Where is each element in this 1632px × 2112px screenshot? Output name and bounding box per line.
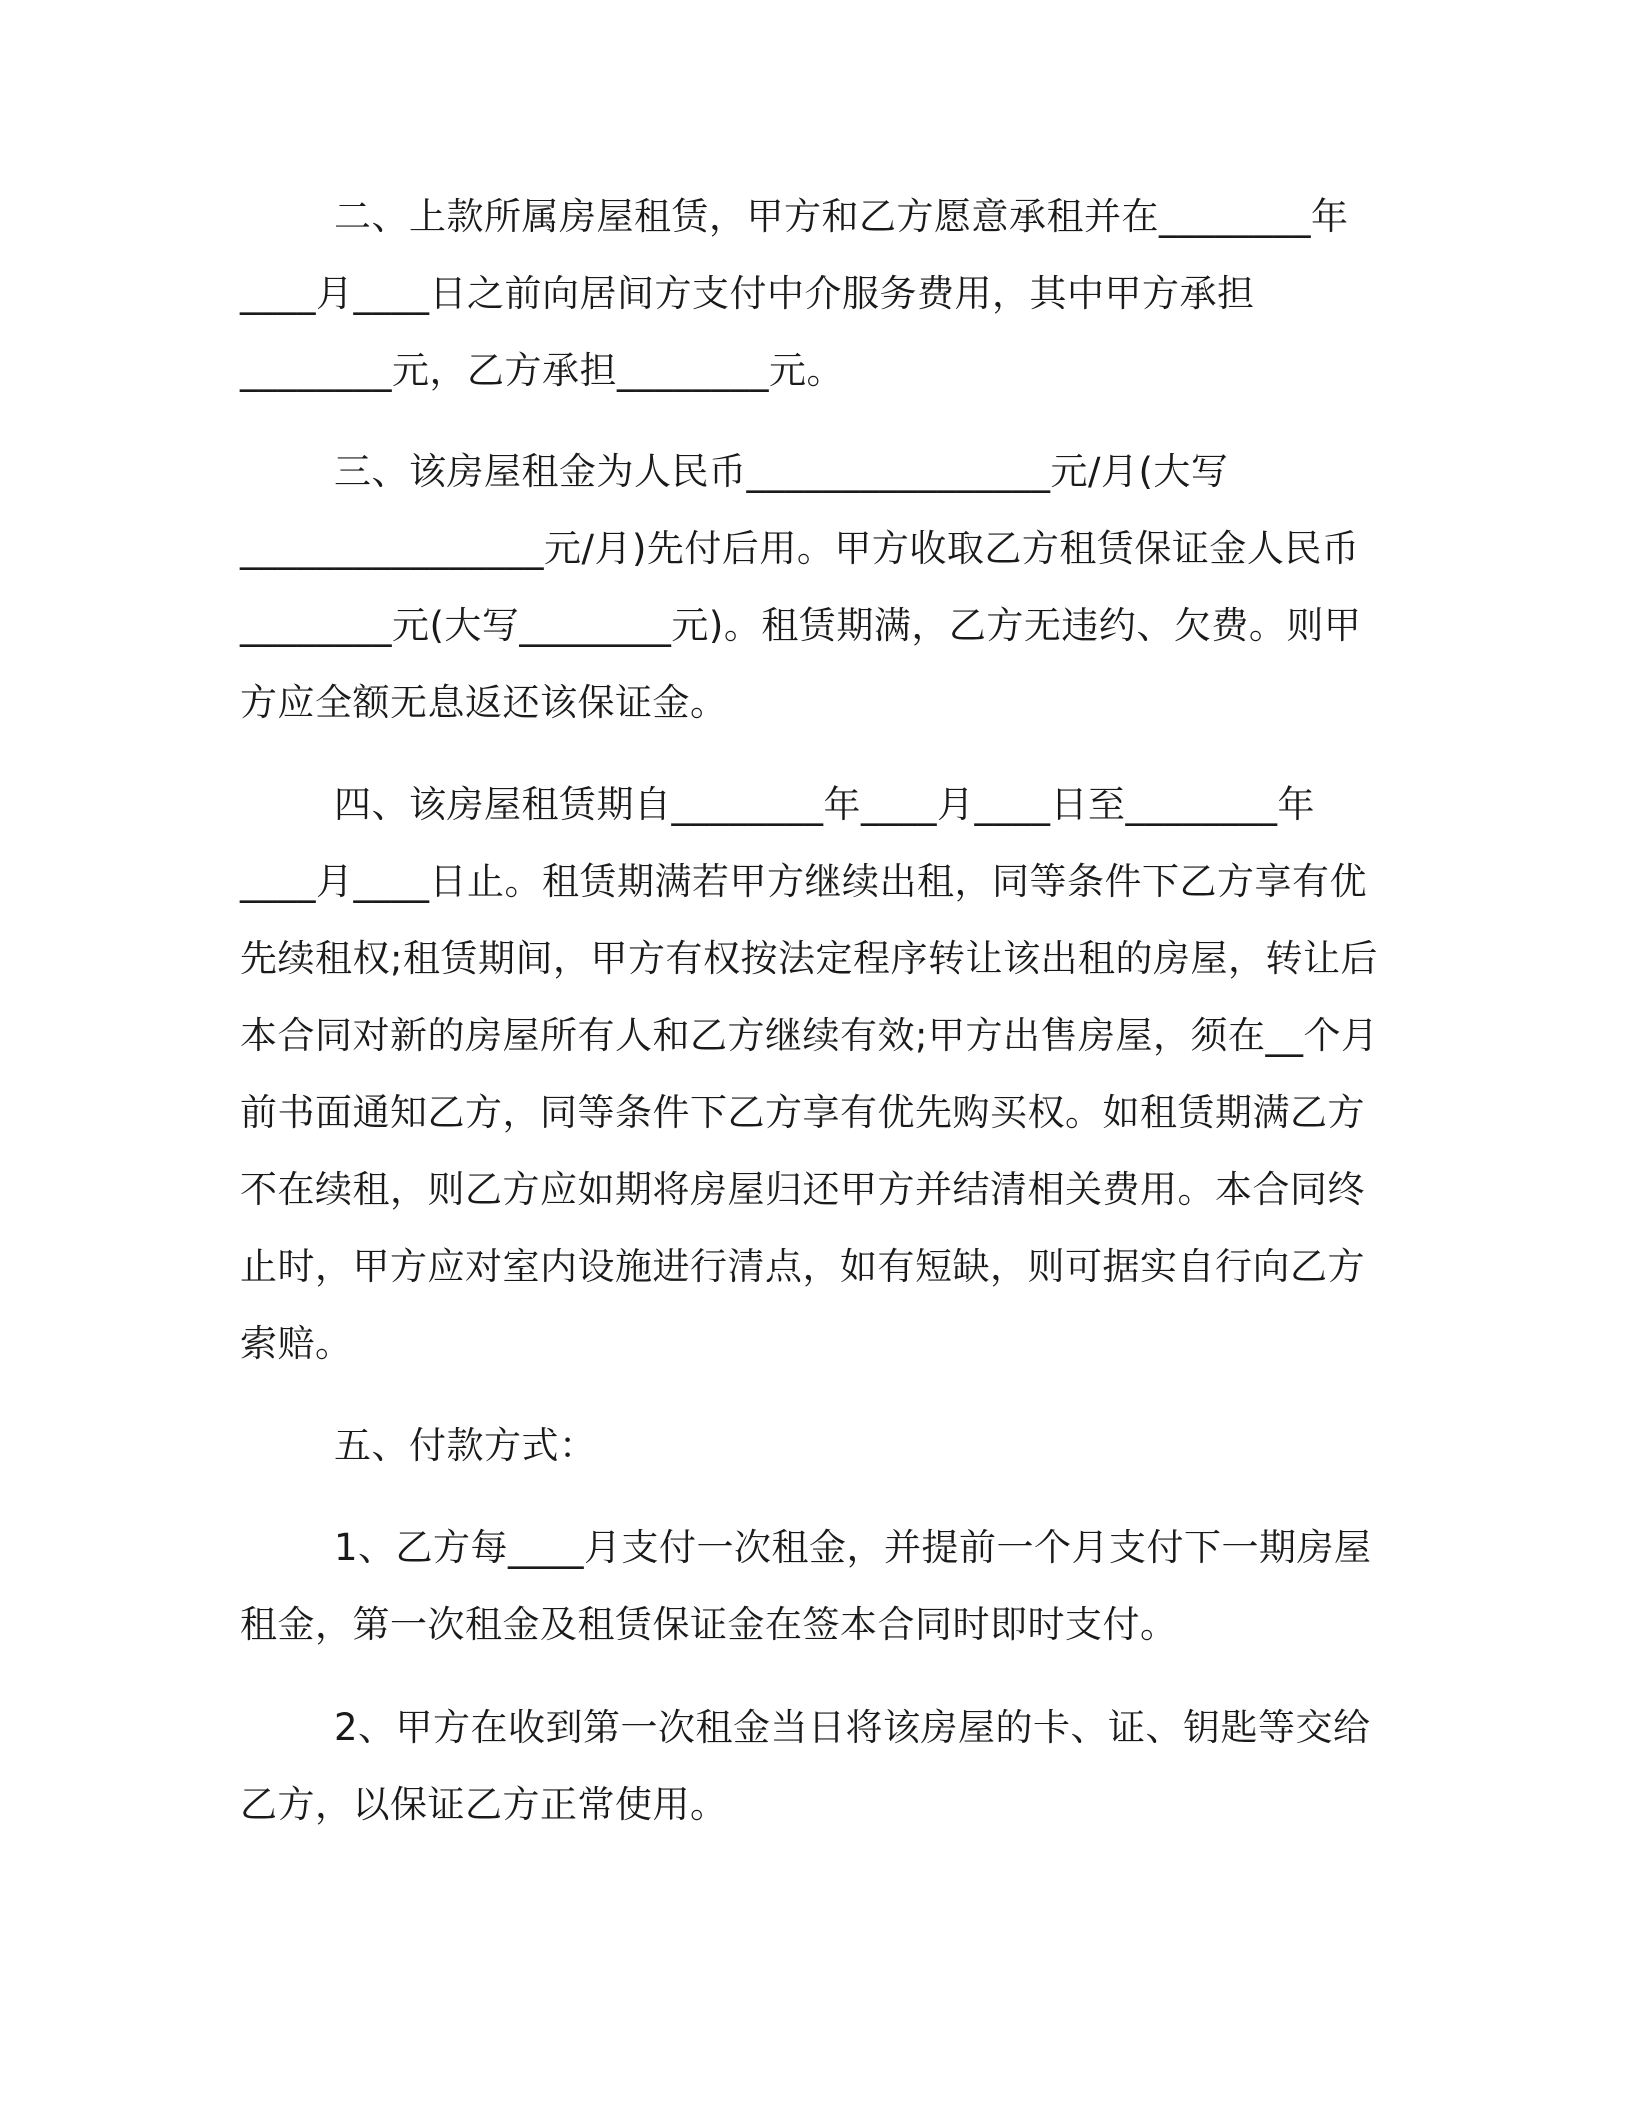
text-line: ________元(大写________元)。租赁期满，乙方无违约、欠费。则甲 bbox=[240, 604, 1362, 647]
text-line: 止时，甲方应对室内设施进行清点，如有短缺，则可据实自行向乙方 bbox=[240, 1245, 1365, 1288]
text-line: 不在续租，则乙方应如期将房屋归还甲方并结清相关费用。本合同终 bbox=[240, 1168, 1365, 1211]
text-line: 三、该房屋租金为人民币________________元/月(大写 bbox=[334, 450, 1229, 493]
text-line: 乙方，以保证乙方正常使用。 bbox=[240, 1783, 728, 1826]
text-line: 租金，第一次租金及租赁保证金在签本合同时即时支付。 bbox=[240, 1603, 1178, 1646]
text-line: 索赔。 bbox=[240, 1322, 353, 1365]
text-line: 先续租权;租赁期间，甲方有权按法定程序转让该出租的房屋，转让后 bbox=[240, 937, 1378, 980]
text-line: 本合同对新的房屋所有人和乙方继续有效;甲方出售房屋，须在__个月 bbox=[240, 1014, 1379, 1057]
text-line: 1、乙方每____月支付一次租金，并提前一个月支付下一期房屋 bbox=[334, 1526, 1372, 1569]
text-line: 2、甲方在收到第一次租金当日将该房屋的卡、证、钥匙等交给 bbox=[334, 1706, 1371, 1749]
text-line: ____月____日止。租赁期满若甲方继续出租，同等条件下乙方享有优 bbox=[240, 860, 1367, 903]
section-heading: 五、付款方式： bbox=[334, 1424, 597, 1467]
text-line: 二、上款所属房屋租赁，甲方和乙方愿意承租并在________年 bbox=[334, 195, 1349, 238]
text-line: 前书面通知乙方，同等条件下乙方享有优先购买权。如租赁期满乙方 bbox=[240, 1091, 1365, 1134]
text-line: 方应全额无息返还该保证金。 bbox=[240, 681, 728, 724]
text-line: ____月____日之前向居间方支付中介服务费用，其中甲方承担 bbox=[240, 272, 1255, 315]
text-line: ________元，乙方承担________元。 bbox=[240, 349, 844, 392]
text-line: 四、该房屋租赁期自________年____月____日至________年 bbox=[334, 783, 1315, 826]
text-line: ________________元/月)先付后用。甲方收取乙方租赁保证金人民币 bbox=[240, 527, 1360, 570]
